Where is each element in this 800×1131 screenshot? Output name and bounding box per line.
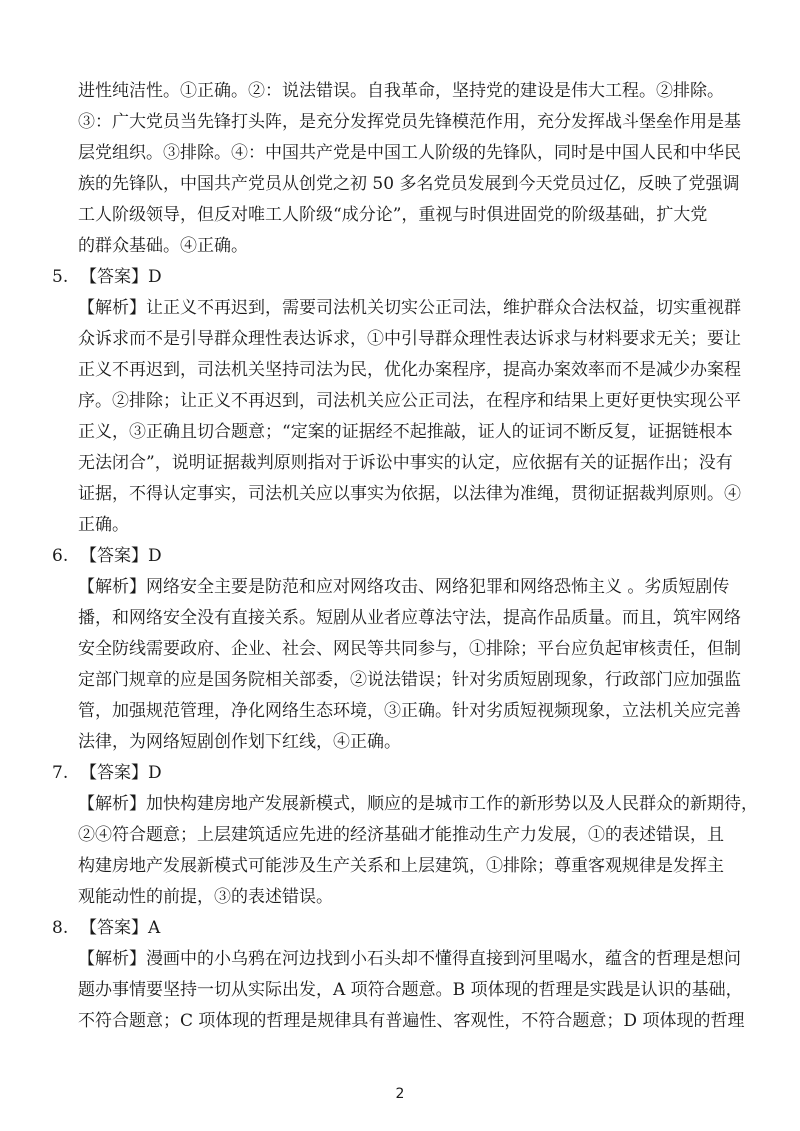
text-line: 众诉求而不是引导群众理性表达诉求，①中引导群众理性表达诉求与材料要求无关；要让 [78,329,741,349]
answer-value: A [148,918,161,938]
text-line: 题办事情要坚持一切从实际出发，A 项符合题意。B 项体现的哲理是实践是认识的基础， [78,980,743,1000]
question-number: 5. [52,267,69,287]
text-line: 不符合题意；C 项体现的哲理是规律具有普遍性、客观性，不符合题意；D 项体现的哲理 [78,1011,745,1031]
text-line: 管，加强规范管理，净化网络生态环境，③正确。针对劣质短视频现象，立法机关应完善 [78,701,741,721]
answer-line [52,913,728,944]
text-line: 序。②排除；让正义不再迟到，司法机关应公正司法，在程序和结果上更好更快实现公平 [78,391,741,411]
text-line: 证据，不得认定事实，司法机关应以事实为依据，以法律为准绳，贯彻证据裁判原则。④ [78,484,741,504]
text-line: 【解析】漫画中的小乌鸦在河边找到小石头却不懂得直接到河里喝水，蕴含的哲理是想问 [78,949,741,969]
question-7 [52,758,758,913]
text-line: 的群众基础。④正确。 [78,236,248,256]
answer-label: 【答案】 [80,546,148,566]
text-line: 族的先锋队，中国共产党员从创党之初 50 多名党员发展到今天党员过亿，反映了党强调 [78,174,740,194]
question-number: 8. [52,918,69,938]
text-line: 安全防线需要政府、企业、社会、网民等共同参与，①排除；平台应负起审核责任，但制 [78,639,741,659]
text-line: 工人阶级领导，但反对唯工人阶级“成分论”，重视与时俱进固党的阶级基础，扩大党 [78,205,708,225]
text-line: 无法闭合”，说明证据裁判原则指对于诉讼中事实的认定，应依据有关的证据作出；没有 [78,453,733,473]
answer-line [52,541,728,572]
question-number: 6. [52,546,69,566]
text-line: 【解析】网络安全主要是防范和应对网络攻击、网络犯罪和网络恐怖主义 。劣质短剧传 [78,577,730,597]
intro-paragraph [78,76,741,262]
answer-value: D [148,546,162,566]
question-5 [52,262,741,541]
text-line: 播，和网络安全没有直接关系。短剧从业者应尊法守法，提高作品质量。而且，筑牢网络 [78,608,741,628]
answer-label: 【答案】 [80,918,148,938]
page-content [52,76,758,1037]
answer-value: D [148,267,162,287]
text-line: 进性纯洁性。①正确。②：说法错误。自我革命，坚持党的建设是伟大工程。②排除。 [78,81,724,101]
text-line: ②④符合题意；上层建筑适应先进的经济基础才能推动生产力发展，①的表述错误，且 [78,825,724,845]
text-line: 观能动性的前提，③的表述错误。 [78,887,333,907]
text-line: 正义不再迟到，司法机关坚持司法为民，优化办案程序，提高办案效率而不是减少办案程 [78,360,741,380]
text-line: 【解析】让正义不再迟到，需要司法机关切实公正司法，维护群众合法权益，切实重视群 [78,298,741,318]
question-number: 7. [52,763,69,783]
text-line: ③：广大党员当先锋打头阵，是充分发挥党员先锋模范作用，充分发挥战斗堡垒作用是基 [78,112,741,132]
answer-line [52,758,728,789]
answer-line [52,262,728,293]
text-line: 定部门规章的应是国务院相关部委，②说法错误；针对劣质短剧现象，行政部门应加强监 [78,670,741,690]
text-line: 构建房地产发展新模式可能涉及生产关系和上层建筑，①排除；尊重客观规律是发挥主 [78,856,724,876]
answer-label: 【答案】 [80,763,148,783]
text-line: 层党组织。③排除。④：中国共产党是中国工人阶级的先锋队，同时是中国人民和中华民 [78,143,741,163]
text-line: 法律，为网络短剧创作划下红线，④正确。 [78,732,401,752]
text-line: 正义，③正确且切合题意；“定案的证据经不起推敲，证人的证词不断反复，证据链根本 [78,422,733,442]
answer-label: 【答案】 [80,267,148,287]
text-line: 【解析】加快构建房地产发展新模式，顺应的是城市工作的新形势以及人民群众的新期待， [78,794,758,814]
page-number: 2 [395,1086,405,1102]
question-8 [52,913,745,1037]
text-line: 正确。 [78,515,129,535]
question-6 [52,541,741,758]
answer-value: D [148,763,162,783]
